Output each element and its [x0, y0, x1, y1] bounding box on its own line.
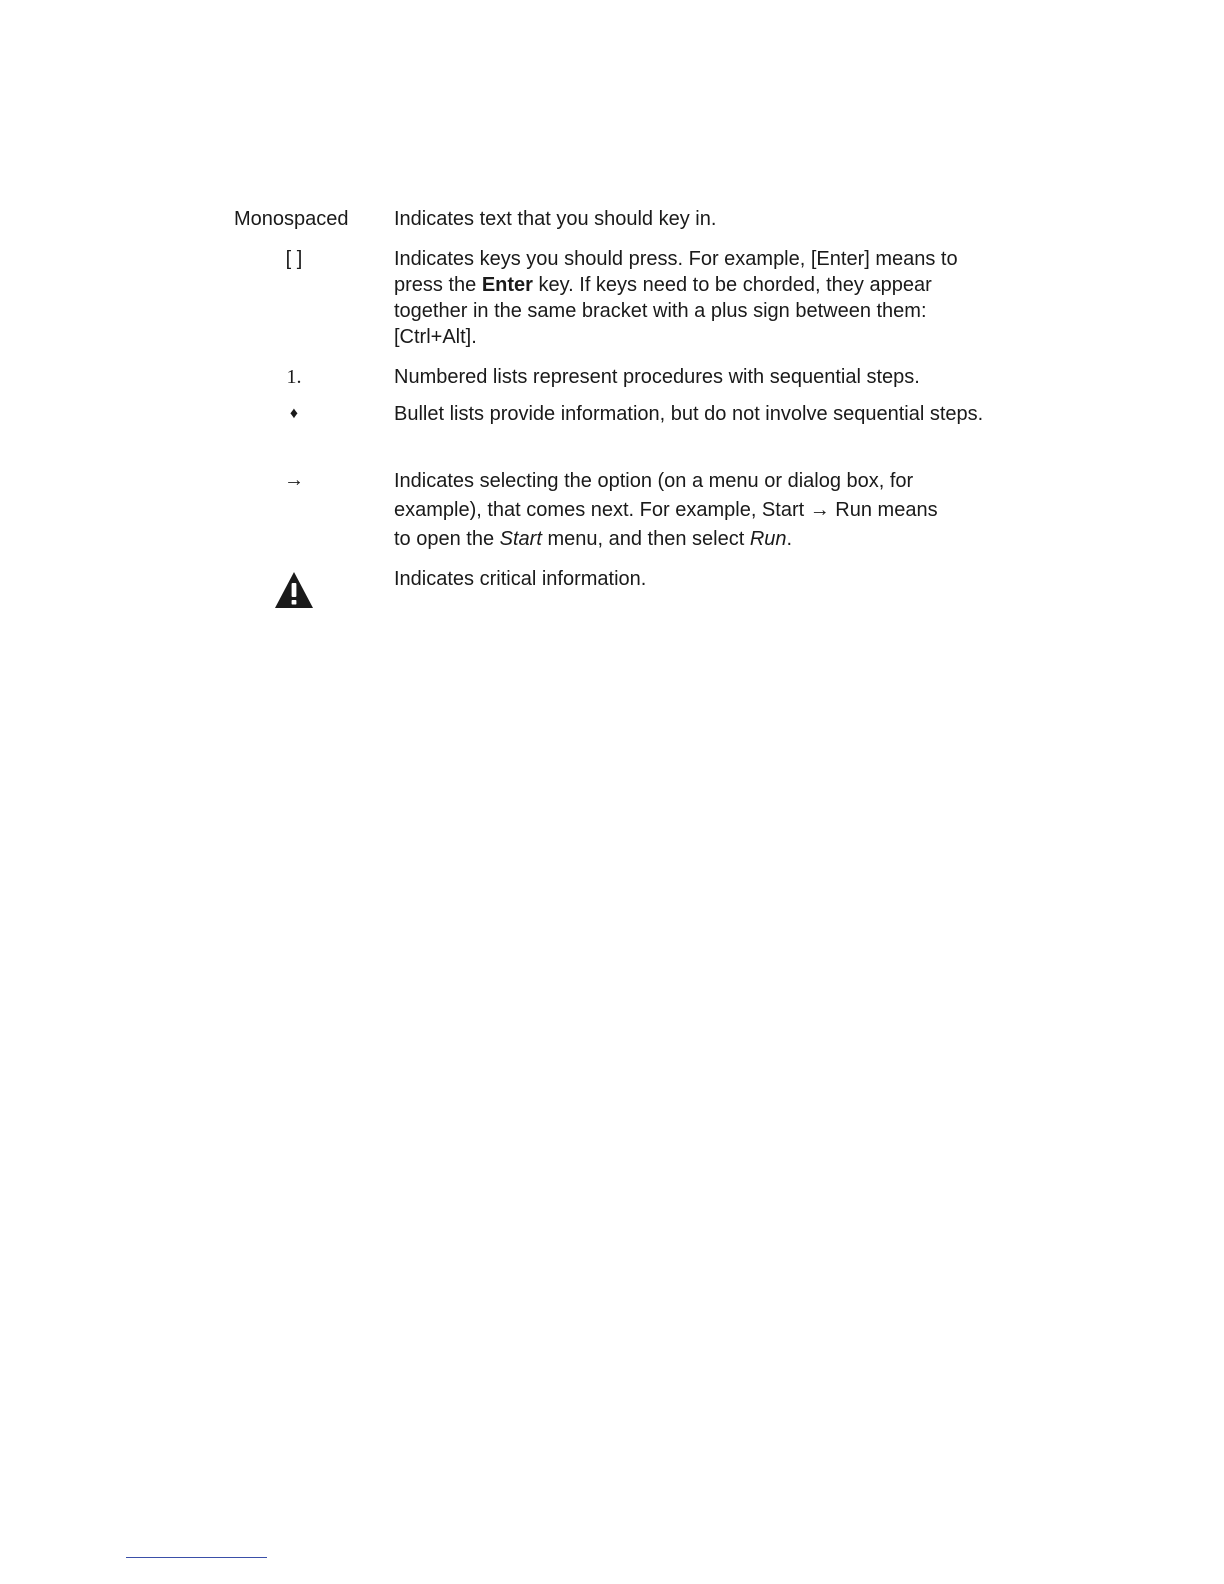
arrow-desc-line1: Indicates selecting the option (on a menu or dialog box, for — [394, 470, 914, 492]
convention-description-arrow — [394, 467, 984, 554]
keys-desc-part1: Indicates keys you should press. For example, [Enter] means to press the — [394, 248, 958, 296]
convention-symbol-monospaced: Monospaced — [234, 208, 349, 230]
warning-triangle-icon — [274, 571, 314, 609]
keys-desc-part2: key. If keys need to be chorded, they appear together in the same bracket with a plus sign between them: [Ctrl+Alt]. — [394, 274, 932, 348]
convention-symbol-keys: [ ] — [285, 248, 303, 270]
convention-symbol-arrow: → — [284, 469, 304, 491]
arrow-desc-line2 — [394, 496, 984, 525]
convention-description-bullet: Bullet lists provide information, but do not involve sequential steps. — [394, 403, 984, 425]
arrow-desc-line3 — [394, 525, 984, 554]
convention-symbol-numbered: 1. — [286, 366, 302, 388]
convention-description-numbered: Numbered lists represent procedures with sequential steps. — [394, 366, 920, 388]
footnote-separator — [126, 1557, 267, 1558]
arrow-desc-run-italic: Run — [749, 528, 787, 550]
convention-description-warning: Indicates critical information. — [394, 568, 647, 590]
keys-desc-bold-enter: Enter — [481, 274, 533, 296]
convention-description-keys — [394, 246, 984, 350]
arrow-desc-start-italic: Start — [499, 528, 542, 550]
inline-arrow-icon: → — [809, 499, 830, 521]
arrow-desc-line2-part1: example), that comes next. For example, Start — [394, 499, 810, 521]
arrow-desc-line2-part2: Run means — [829, 499, 938, 521]
arrow-desc-line3-part2: menu, and then select — [541, 528, 750, 550]
arrow-desc-line3-part1: to open the — [394, 528, 500, 550]
convention-symbol-bullet: ♦ — [289, 405, 299, 422]
convention-description-monospaced: Indicates text that you should key in. — [394, 208, 717, 230]
arrow-desc-line3-part3: . — [786, 528, 793, 550]
